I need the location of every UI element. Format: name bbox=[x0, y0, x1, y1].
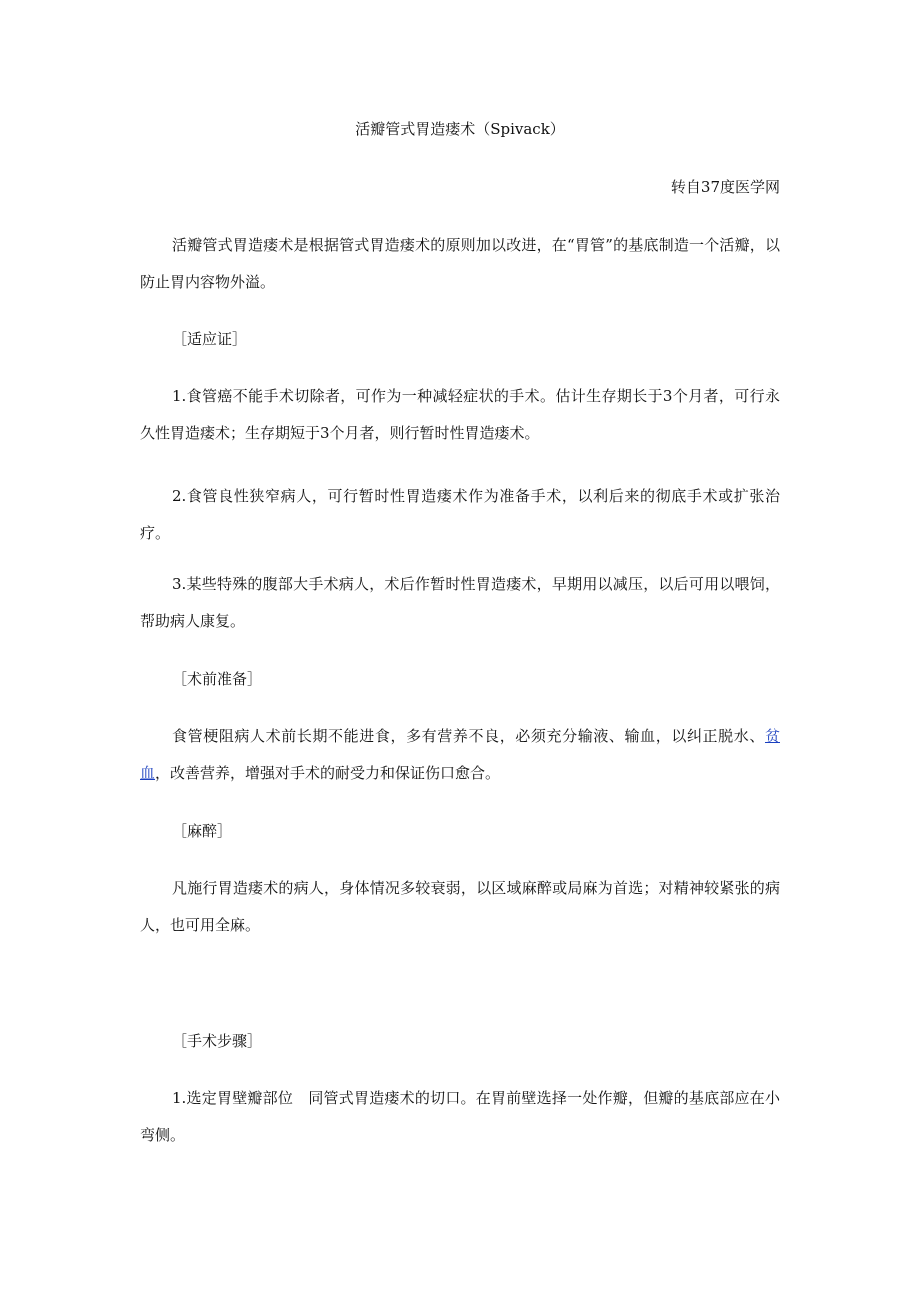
indication-item-3: 3.某些特殊的腹部大手术病人，术后作暂时性胃造瘘术，早期用以减压，以后可用以喂饲，帮助病人康复。 bbox=[140, 575, 780, 630]
indication-item-2: 2.食管良性狭窄病人，可行暂时性胃造瘘术作为准备手术，以利后来的彻底手术或扩张治疗。 bbox=[140, 487, 780, 542]
preparation-paragraph bbox=[140, 718, 780, 792]
source-attribution: 转自37度医学网 bbox=[670, 178, 780, 196]
steps-heading: ［手术步骤］ bbox=[172, 1032, 263, 1050]
intro-paragraph: 活瓣管式胃造瘘术是根据管式胃造瘘术的原则加以改进，在“胃管”的基底制造一个活瓣，以防止胃内容物外溢。 bbox=[140, 236, 780, 291]
indications-heading: ［适应证］ bbox=[172, 330, 248, 348]
document-title: 活瓣管式胃造瘘术（Spivack） bbox=[355, 120, 565, 138]
preparation-heading: ［术前准备］ bbox=[172, 670, 263, 688]
anesthesia-heading: ［麻醉］ bbox=[172, 822, 233, 840]
preparation-text-end: ，改善营养，增强对手术的耐受力和保证伤口愈合。 bbox=[155, 764, 501, 782]
step-item-1: 1.选定胃壁瓣部位 同管式胃造瘘术的切口。在胃前壁选择一处作瓣，但瓣的基底部应在小弯侧。 bbox=[140, 1089, 780, 1144]
anemia-link[interactable]: 贫血 bbox=[140, 727, 780, 782]
indication-item-1: 1.食管癌不能手术切除者，可作为一种减轻症状的手术。估计生存期长于3个月者，可行永久性胃造瘘术；生存期短于3个月者，则行暂时性胃造瘘术。 bbox=[140, 387, 780, 442]
preparation-text-start: 食管梗阻病人术前长期不能进食，多有营养不良，必须充分输液、输血，以纠正脱水、 bbox=[172, 727, 765, 745]
anesthesia-paragraph: 凡施行胃造瘘术的病人，身体情况多较衰弱，以区域麻醉或局麻为首选；对精神较紧张的病人，也可用全麻。 bbox=[140, 879, 780, 934]
